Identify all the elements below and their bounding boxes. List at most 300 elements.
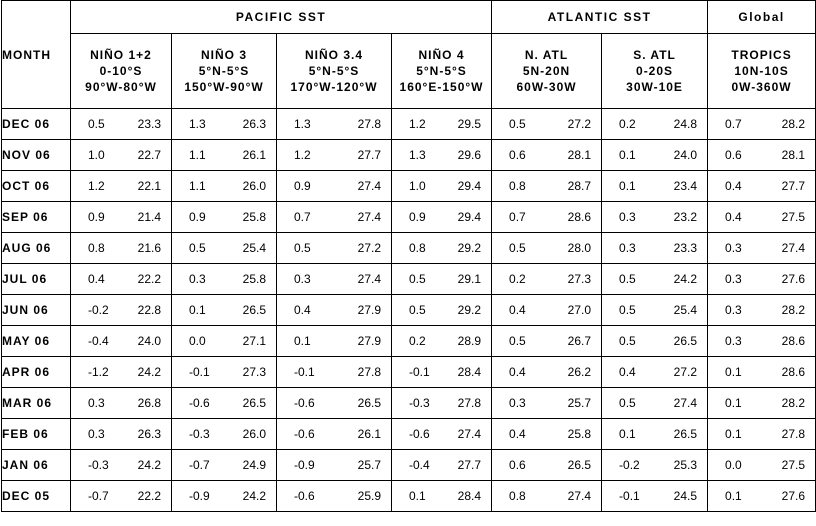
sst-value: 23.3 bbox=[673, 241, 698, 255]
region-value-cell bbox=[392, 109, 492, 140]
anomaly-value: 1.2 bbox=[294, 148, 311, 162]
table-row bbox=[2, 481, 816, 512]
sst-value: 23.2 bbox=[673, 210, 698, 224]
sst-value: 27.4 bbox=[567, 489, 592, 503]
sst-value: 27.5 bbox=[781, 210, 806, 224]
anomaly-value: 0.8 bbox=[409, 241, 426, 255]
region-value-cell bbox=[71, 326, 172, 357]
month-column-header: MONTH bbox=[2, 1, 71, 109]
region-value-cell bbox=[392, 450, 492, 481]
region-value-cell bbox=[172, 419, 277, 450]
region-value-cell bbox=[492, 388, 602, 419]
anomaly-value: -0.4 bbox=[409, 458, 430, 472]
anomaly-value: 0.5 bbox=[409, 303, 426, 317]
table-row bbox=[2, 140, 816, 171]
anomaly-value: 0.1 bbox=[725, 489, 742, 503]
sst-value: 28.4 bbox=[457, 365, 482, 379]
anomaly-value: 0.3 bbox=[88, 396, 105, 410]
sst-value: 27.4 bbox=[357, 210, 381, 224]
sst-value: 26.5 bbox=[673, 427, 698, 441]
sst-value: 27.8 bbox=[457, 396, 482, 410]
anomaly-value: 0.9 bbox=[409, 210, 426, 224]
sst-value: 25.7 bbox=[357, 458, 381, 472]
region-name: NIÑO 3.4 bbox=[304, 48, 363, 62]
sst-value: 27.8 bbox=[357, 117, 381, 131]
month-cell: APR 06 bbox=[2, 357, 71, 388]
region-lon: 150°W-90°W bbox=[184, 80, 264, 94]
region-lat: 5°N-5°S bbox=[308, 64, 360, 78]
anomaly-value: 0.2 bbox=[409, 334, 426, 348]
anomaly-value: 0.4 bbox=[725, 179, 742, 193]
anomaly-value: 0.3 bbox=[725, 241, 742, 255]
anomaly-value: 0.4 bbox=[509, 427, 526, 441]
region-value-cell bbox=[492, 450, 602, 481]
sst-value: 28.6 bbox=[567, 210, 592, 224]
region-value-cell bbox=[392, 419, 492, 450]
sst-value: 27.1 bbox=[242, 334, 266, 348]
region-value-cell bbox=[172, 357, 277, 388]
anomaly-value: -0.6 bbox=[409, 427, 430, 441]
sst-value: 29.2 bbox=[457, 241, 482, 255]
sst-value: 26.3 bbox=[137, 427, 161, 441]
sst-value: 28.1 bbox=[781, 148, 806, 162]
sst-value: 24.2 bbox=[137, 365, 161, 379]
region-lat: 10N-10S bbox=[734, 64, 789, 78]
anomaly-value: 1.2 bbox=[88, 179, 105, 193]
table-row bbox=[2, 264, 816, 295]
month-cell: MAR 06 bbox=[2, 388, 71, 419]
region-value-cell bbox=[277, 388, 392, 419]
region-value-cell bbox=[602, 295, 708, 326]
sst-value: 25.8 bbox=[242, 210, 266, 224]
anomaly-value: 0.4 bbox=[88, 272, 105, 286]
sst-value: 26.7 bbox=[567, 334, 592, 348]
sst-value: 24.5 bbox=[673, 489, 698, 503]
sst-value: 27.4 bbox=[357, 179, 381, 193]
anomaly-value: 0.6 bbox=[509, 148, 526, 162]
table-row bbox=[2, 109, 816, 140]
sst-value: 29.4 bbox=[457, 179, 482, 193]
anomaly-value: 0.2 bbox=[619, 117, 636, 131]
region-value-cell bbox=[708, 450, 816, 481]
sst-table bbox=[1, 0, 816, 512]
anomaly-value: 0.1 bbox=[725, 365, 742, 379]
region-value-cell bbox=[277, 481, 392, 512]
sst-value: 27.2 bbox=[357, 241, 381, 255]
anomaly-value: 0.4 bbox=[294, 303, 311, 317]
region-value-cell bbox=[602, 357, 708, 388]
sst-value: 24.0 bbox=[137, 334, 161, 348]
region-value-cell bbox=[277, 357, 392, 388]
sst-value: 25.4 bbox=[673, 303, 698, 317]
region-header-row bbox=[2, 34, 816, 109]
anomaly-value: 1.1 bbox=[189, 148, 206, 162]
sst-value: 29.6 bbox=[457, 148, 482, 162]
anomaly-value: 0.0 bbox=[725, 458, 742, 472]
sst-value: 27.4 bbox=[673, 396, 698, 410]
region-value-cell bbox=[277, 295, 392, 326]
region-lat: 5N-20N bbox=[522, 64, 571, 78]
month-cell: NOV 06 bbox=[2, 140, 71, 171]
anomaly-value: 1.1 bbox=[189, 179, 206, 193]
sst-value: 27.4 bbox=[357, 272, 381, 286]
anomaly-value: -0.6 bbox=[189, 396, 210, 410]
region-header bbox=[602, 34, 708, 109]
anomaly-value: -0.6 bbox=[294, 427, 315, 441]
sst-value: 26.5 bbox=[357, 396, 381, 410]
region-value-cell bbox=[392, 388, 492, 419]
sst-value: 28.6 bbox=[781, 365, 806, 379]
region-value-cell bbox=[71, 295, 172, 326]
sst-value: 27.9 bbox=[357, 334, 381, 348]
anomaly-value: 0.9 bbox=[88, 210, 105, 224]
anomaly-value: -0.3 bbox=[88, 458, 109, 472]
anomaly-value: 0.5 bbox=[409, 272, 426, 286]
table-row bbox=[2, 419, 816, 450]
month-cell: DEC 06 bbox=[2, 109, 71, 140]
region-value-cell bbox=[492, 171, 602, 202]
anomaly-value: 0.4 bbox=[509, 365, 526, 379]
sst-value: 23.3 bbox=[137, 117, 161, 131]
month-cell: JUL 06 bbox=[2, 264, 71, 295]
region-value-cell bbox=[172, 481, 277, 512]
month-cell: SEP 06 bbox=[2, 202, 71, 233]
anomaly-value: -0.6 bbox=[294, 396, 315, 410]
region-value-cell bbox=[602, 450, 708, 481]
anomaly-value: 0.1 bbox=[294, 334, 311, 348]
region-value-cell bbox=[602, 233, 708, 264]
region-value-cell bbox=[602, 388, 708, 419]
anomaly-value: -0.6 bbox=[294, 489, 315, 503]
anomaly-value: -0.2 bbox=[619, 458, 640, 472]
region-value-cell bbox=[172, 295, 277, 326]
sst-value: 25.4 bbox=[242, 241, 266, 255]
sst-value: 28.9 bbox=[457, 334, 482, 348]
anomaly-value: 1.3 bbox=[294, 117, 311, 131]
region-name: N. ATL bbox=[524, 48, 569, 62]
region-header bbox=[277, 34, 392, 109]
sst-value: 26.1 bbox=[357, 427, 381, 441]
region-value-cell bbox=[602, 202, 708, 233]
month-cell: OCT 06 bbox=[2, 171, 71, 202]
anomaly-value: 0.4 bbox=[725, 210, 742, 224]
sst-value: 24.2 bbox=[673, 272, 698, 286]
sst-value: 27.7 bbox=[781, 179, 806, 193]
region-value-cell bbox=[392, 481, 492, 512]
region-lat: 0-10°S bbox=[99, 64, 143, 78]
sst-value: 25.8 bbox=[567, 427, 592, 441]
region-value-cell bbox=[71, 388, 172, 419]
anomaly-value: 1.2 bbox=[409, 117, 426, 131]
region-value-cell bbox=[172, 326, 277, 357]
region-lon: 0W-360W bbox=[731, 80, 792, 94]
sst-value: 22.2 bbox=[137, 272, 161, 286]
sst-value: 27.4 bbox=[457, 427, 482, 441]
region-value-cell bbox=[602, 140, 708, 171]
region-value-cell bbox=[492, 109, 602, 140]
region-value-cell bbox=[602, 264, 708, 295]
anomaly-value: 0.2 bbox=[509, 272, 526, 286]
sst-value: 29.4 bbox=[457, 210, 482, 224]
table-row bbox=[2, 450, 816, 481]
sst-value: 22.1 bbox=[137, 179, 161, 193]
anomaly-value: 1.3 bbox=[189, 117, 206, 131]
anomaly-value: 0.3 bbox=[725, 303, 742, 317]
pacific-group-header: PACIFIC SST bbox=[71, 1, 492, 34]
region-value-cell bbox=[172, 388, 277, 419]
sst-value: 25.9 bbox=[357, 489, 381, 503]
region-value-cell bbox=[71, 202, 172, 233]
region-value-cell bbox=[172, 140, 277, 171]
region-value-cell bbox=[602, 481, 708, 512]
anomaly-value: 0.9 bbox=[294, 179, 311, 193]
sst-value: 26.3 bbox=[242, 117, 266, 131]
anomaly-value: 0.3 bbox=[189, 272, 206, 286]
anomaly-value: 0.3 bbox=[88, 427, 105, 441]
table-row bbox=[2, 171, 816, 202]
anomaly-value: 0.5 bbox=[509, 334, 526, 348]
region-header bbox=[71, 34, 172, 109]
region-lat: 0-20S bbox=[636, 64, 674, 78]
month-cell: DEC 05 bbox=[2, 481, 71, 512]
sst-value: 26.5 bbox=[673, 334, 698, 348]
sst-value: 28.2 bbox=[781, 303, 806, 317]
sst-value: 27.0 bbox=[567, 303, 592, 317]
region-value-cell bbox=[708, 419, 816, 450]
sst-value: 28.1 bbox=[567, 148, 592, 162]
region-value-cell bbox=[172, 109, 277, 140]
region-value-cell bbox=[492, 481, 602, 512]
anomaly-value: 0.8 bbox=[509, 489, 526, 503]
table-row bbox=[2, 326, 816, 357]
region-value-cell bbox=[392, 233, 492, 264]
sst-value: 27.3 bbox=[242, 365, 266, 379]
region-value-cell bbox=[277, 140, 392, 171]
sst-value: 21.4 bbox=[137, 210, 161, 224]
region-name: S. ATL bbox=[633, 48, 676, 62]
month-cell: FEB 06 bbox=[2, 419, 71, 450]
anomaly-value: 1.3 bbox=[409, 148, 426, 162]
region-value-cell bbox=[602, 109, 708, 140]
region-value-cell bbox=[172, 264, 277, 295]
region-value-cell bbox=[392, 295, 492, 326]
sst-value: 23.4 bbox=[673, 179, 698, 193]
region-value-cell bbox=[277, 264, 392, 295]
region-value-cell bbox=[71, 481, 172, 512]
anomaly-value: 0.3 bbox=[294, 272, 311, 286]
sst-value: 25.3 bbox=[673, 458, 698, 472]
region-value-cell bbox=[172, 171, 277, 202]
anomaly-value: 0.4 bbox=[509, 303, 526, 317]
region-name: NIÑO 4 bbox=[418, 48, 465, 62]
region-value-cell bbox=[708, 357, 816, 388]
region-header bbox=[492, 34, 602, 109]
anomaly-value: -0.1 bbox=[294, 365, 315, 379]
region-value-cell bbox=[71, 233, 172, 264]
region-value-cell bbox=[708, 388, 816, 419]
sst-value: 26.1 bbox=[242, 148, 266, 162]
anomaly-value: 0.7 bbox=[294, 210, 311, 224]
anomaly-value: 0.7 bbox=[725, 117, 742, 131]
region-name: NIÑO 1+2 bbox=[90, 48, 152, 62]
sst-value: 27.7 bbox=[457, 458, 482, 472]
sst-value: 27.6 bbox=[781, 272, 806, 286]
group-header-row bbox=[2, 1, 816, 34]
sst-value: 27.3 bbox=[567, 272, 592, 286]
region-value-cell bbox=[71, 419, 172, 450]
sst-value: 27.5 bbox=[781, 458, 806, 472]
region-lon: 90°W-80°W bbox=[85, 80, 157, 94]
anomaly-value: -0.3 bbox=[189, 427, 210, 441]
region-value-cell bbox=[392, 140, 492, 171]
anomaly-value: -1.2 bbox=[88, 365, 109, 379]
region-value-cell bbox=[392, 357, 492, 388]
region-value-cell bbox=[492, 357, 602, 388]
sst-value: 25.7 bbox=[567, 396, 592, 410]
month-cell: JUN 06 bbox=[2, 295, 71, 326]
sst-value: 24.2 bbox=[137, 458, 161, 472]
region-value-cell bbox=[277, 233, 392, 264]
region-value-cell bbox=[602, 419, 708, 450]
sst-value: 26.2 bbox=[567, 365, 592, 379]
anomaly-value: 0.1 bbox=[409, 489, 426, 503]
region-value-cell bbox=[71, 171, 172, 202]
anomaly-value: 0.1 bbox=[725, 427, 742, 441]
anomaly-value: -0.9 bbox=[294, 458, 315, 472]
sst-value: 28.6 bbox=[781, 334, 806, 348]
region-value-cell bbox=[71, 264, 172, 295]
anomaly-value: 0.1 bbox=[619, 179, 636, 193]
sst-value: 28.2 bbox=[781, 396, 806, 410]
sst-value: 29.2 bbox=[457, 303, 482, 317]
sst-value: 26.5 bbox=[567, 458, 592, 472]
region-lon: 60W-30W bbox=[516, 80, 577, 94]
anomaly-value: 0.5 bbox=[88, 117, 105, 131]
anomaly-value: 0.6 bbox=[725, 148, 742, 162]
table-row bbox=[2, 295, 816, 326]
region-value-cell bbox=[492, 326, 602, 357]
region-lon: 170°W-120°W bbox=[290, 80, 378, 94]
sst-value: 27.8 bbox=[357, 365, 381, 379]
region-lon: 30W-10E bbox=[626, 80, 683, 94]
region-value-cell bbox=[277, 419, 392, 450]
anomaly-value: 0.1 bbox=[619, 427, 636, 441]
region-value-cell bbox=[602, 326, 708, 357]
region-name: TROPICS bbox=[731, 48, 792, 62]
table-row bbox=[2, 233, 816, 264]
anomaly-value: -0.3 bbox=[409, 396, 430, 410]
region-value-cell bbox=[392, 264, 492, 295]
sst-value: 22.8 bbox=[137, 303, 161, 317]
sst-value: 21.6 bbox=[137, 241, 161, 255]
region-value-cell bbox=[492, 295, 602, 326]
anomaly-value: 0.4 bbox=[619, 365, 636, 379]
anomaly-value: 0.6 bbox=[509, 458, 526, 472]
region-value-cell bbox=[172, 233, 277, 264]
sst-value: 27.8 bbox=[781, 427, 806, 441]
sst-value: 22.7 bbox=[137, 148, 161, 162]
region-value-cell bbox=[277, 450, 392, 481]
anomaly-value: 0.1 bbox=[189, 303, 206, 317]
region-lat: 5°N-5°S bbox=[198, 64, 250, 78]
region-value-cell bbox=[492, 202, 602, 233]
region-value-cell bbox=[172, 450, 277, 481]
anomaly-value: -0.7 bbox=[189, 458, 210, 472]
sst-value: 26.5 bbox=[242, 396, 266, 410]
region-value-cell bbox=[277, 171, 392, 202]
region-value-cell bbox=[708, 295, 816, 326]
region-value-cell bbox=[392, 171, 492, 202]
region-value-cell bbox=[392, 326, 492, 357]
sst-value: 24.8 bbox=[673, 117, 698, 131]
sst-value: 24.2 bbox=[242, 489, 266, 503]
region-value-cell bbox=[71, 140, 172, 171]
anomaly-value: -0.9 bbox=[189, 489, 210, 503]
anomaly-value: 0.3 bbox=[725, 334, 742, 348]
anomaly-value: -0.2 bbox=[88, 303, 109, 317]
sst-value: 27.6 bbox=[781, 489, 806, 503]
anomaly-value: 0.5 bbox=[619, 303, 636, 317]
region-value-cell bbox=[71, 450, 172, 481]
table-row bbox=[2, 388, 816, 419]
anomaly-value: 0.1 bbox=[619, 148, 636, 162]
anomaly-value: 0.0 bbox=[189, 334, 206, 348]
sst-value: 28.0 bbox=[567, 241, 592, 255]
sst-value: 27.4 bbox=[781, 241, 806, 255]
region-name: NIÑO 3 bbox=[200, 48, 247, 62]
sst-value: 27.7 bbox=[357, 148, 381, 162]
sst-value: 27.2 bbox=[567, 117, 592, 131]
anomaly-value: 0.8 bbox=[509, 179, 526, 193]
table-row bbox=[2, 202, 816, 233]
anomaly-value: 1.0 bbox=[409, 179, 426, 193]
sst-value: 29.5 bbox=[457, 117, 482, 131]
region-header bbox=[708, 34, 816, 109]
region-lat: 5°N-5°S bbox=[416, 64, 467, 78]
sst-value: 26.5 bbox=[242, 303, 266, 317]
region-value-cell bbox=[708, 140, 816, 171]
region-value-cell bbox=[492, 264, 602, 295]
region-value-cell bbox=[708, 109, 816, 140]
anomaly-value: 0.5 bbox=[619, 396, 636, 410]
anomaly-value: 0.5 bbox=[509, 241, 526, 255]
region-value-cell bbox=[708, 326, 816, 357]
region-header bbox=[172, 34, 277, 109]
month-cell: JAN 06 bbox=[2, 450, 71, 481]
anomaly-value: 0.3 bbox=[619, 210, 636, 224]
sst-value: 28.2 bbox=[781, 117, 806, 131]
region-value-cell bbox=[492, 140, 602, 171]
sst-value: 27.9 bbox=[357, 303, 381, 317]
region-value-cell bbox=[492, 233, 602, 264]
anomaly-value: 0.5 bbox=[619, 272, 636, 286]
anomaly-value: 0.9 bbox=[189, 210, 206, 224]
month-cell: AUG 06 bbox=[2, 233, 71, 264]
sst-value: 28.7 bbox=[567, 179, 592, 193]
region-value-cell bbox=[708, 233, 816, 264]
anomaly-value: 0.3 bbox=[509, 396, 526, 410]
anomaly-value: 0.8 bbox=[88, 241, 105, 255]
sst-value: 28.4 bbox=[457, 489, 482, 503]
sst-value: 26.0 bbox=[242, 179, 266, 193]
sst-value: 24.9 bbox=[242, 458, 266, 472]
region-header bbox=[392, 34, 492, 109]
anomaly-value: -0.7 bbox=[88, 489, 109, 503]
sst-value: 29.1 bbox=[457, 272, 482, 286]
sst-value: 27.2 bbox=[673, 365, 698, 379]
atlantic-group-header: ATLANTIC SST bbox=[492, 1, 708, 34]
anomaly-value: -0.1 bbox=[619, 489, 640, 503]
